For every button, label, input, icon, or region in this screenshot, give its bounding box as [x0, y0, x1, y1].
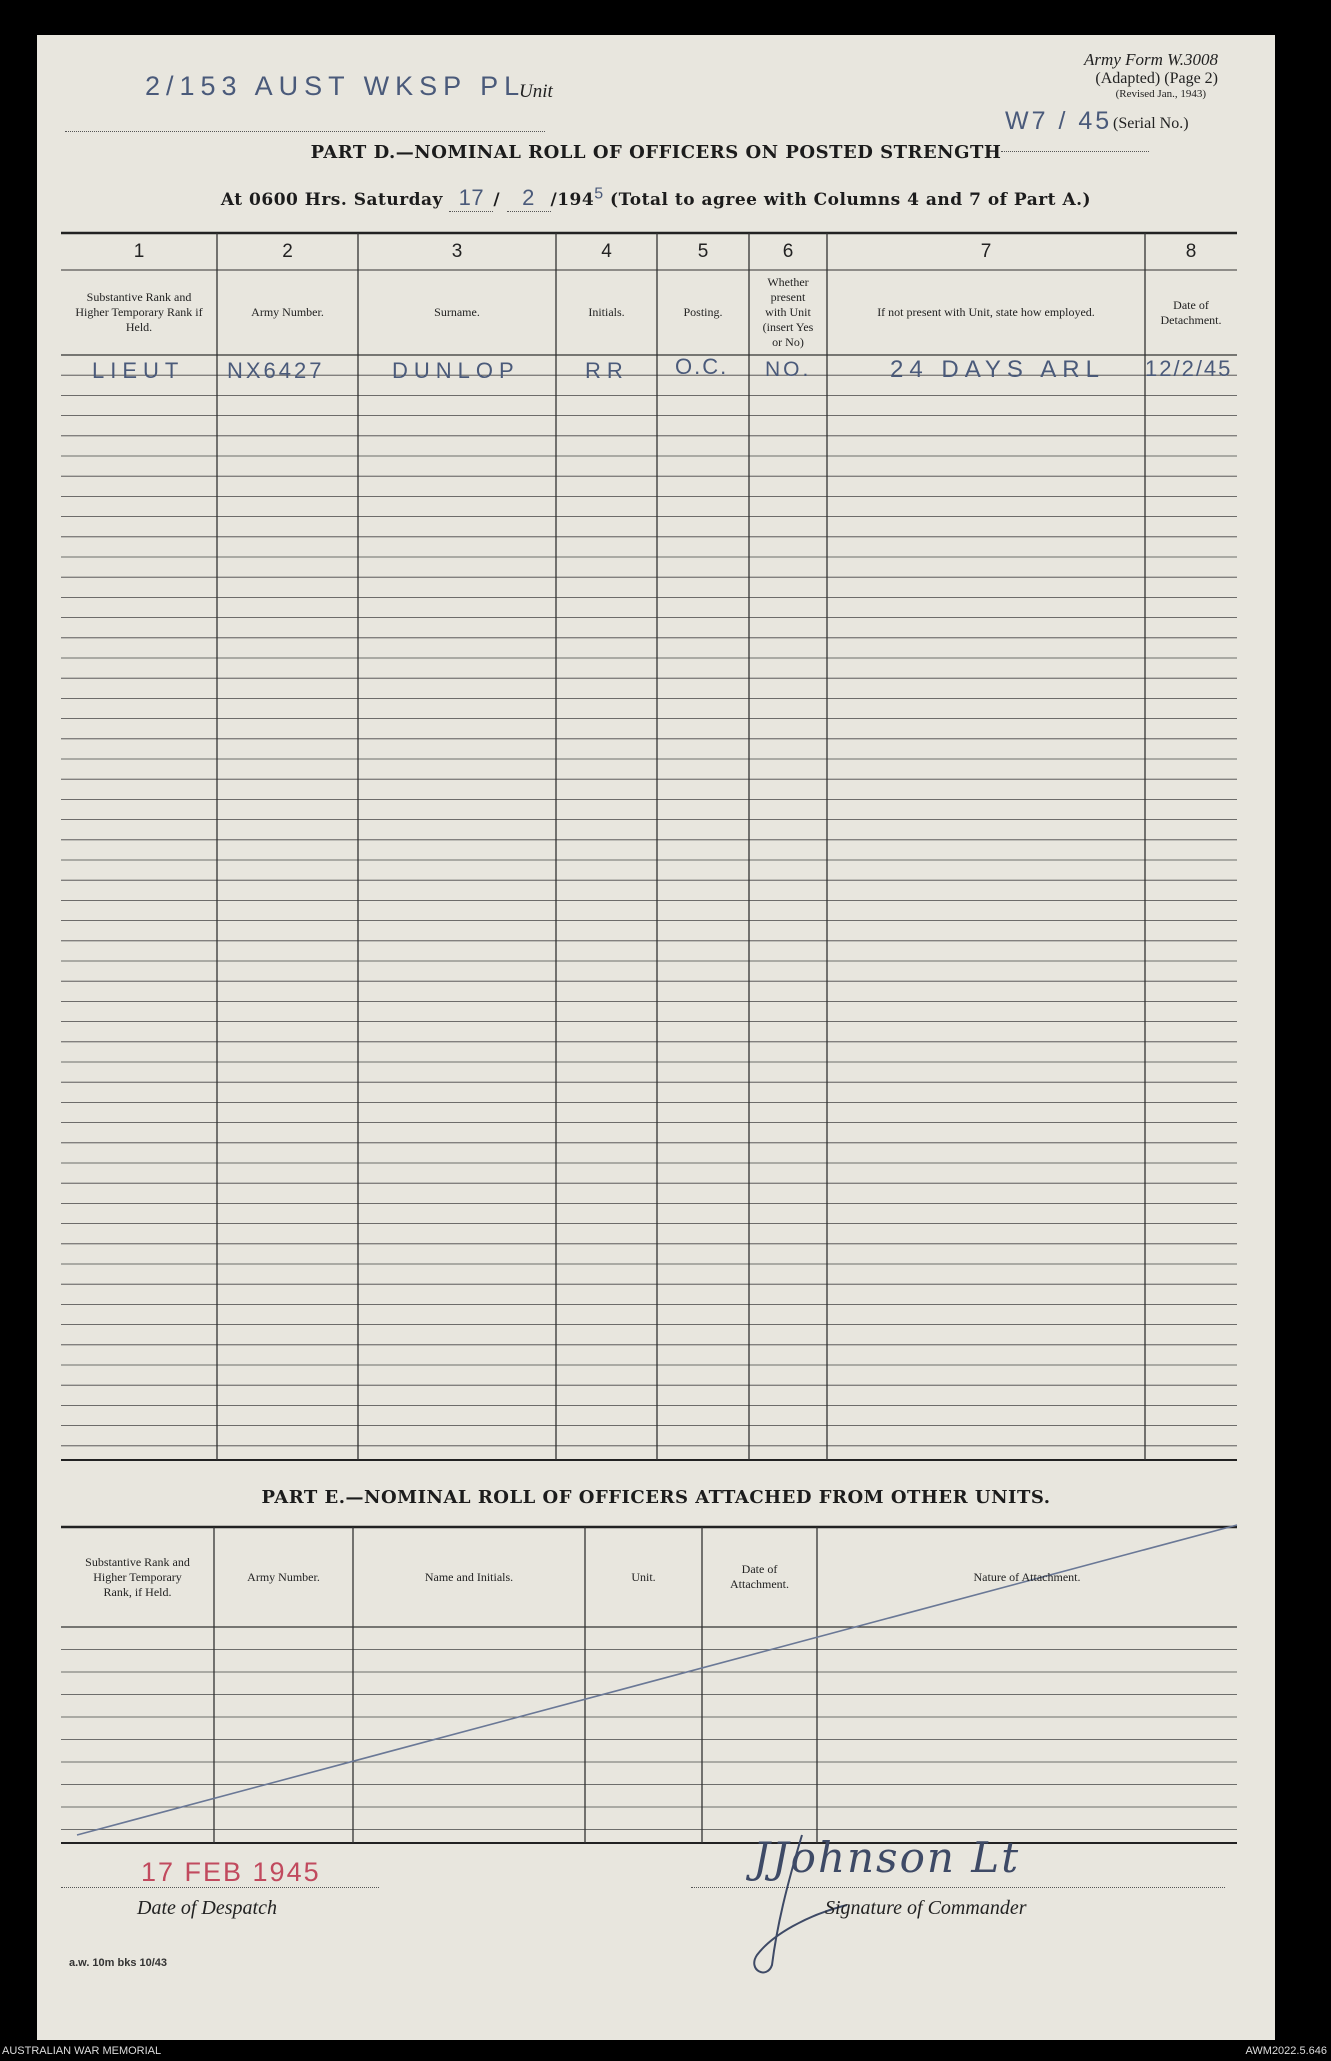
part-d-column-header: Substantive Rank and Higher Temporary Rank if Held. — [75, 290, 203, 334]
entry-detached: 12/2/45 — [1145, 356, 1233, 381]
part-d-column-number: 4 — [601, 241, 612, 262]
part-d-column-header: Date of Detachment. — [1160, 297, 1222, 327]
entry-initials: RR — [585, 358, 629, 383]
part-e-column-header: Date of Attachment. — [730, 1562, 789, 1591]
part-d-column-number: 3 — [451, 241, 463, 262]
entry-employed: 24 DAYS ARL — [890, 356, 1105, 383]
date-year-suffix: 5 — [594, 185, 604, 203]
entry-rank: LIEUT — [92, 358, 185, 383]
unit-value: 2/153 AUST WKSP PL — [145, 71, 526, 101]
signature-flourish — [697, 1795, 897, 1995]
part-d-column-number: 8 — [1185, 241, 1197, 262]
part-d-title: PART D.—NOMINAL ROLL OF OFFICERS ON POSTED STRENGTH — [310, 142, 1002, 163]
entry-posting: O.C. — [675, 354, 729, 379]
unit-label: Unit — [519, 81, 553, 102]
part-e-column-header: Unit. — [631, 1569, 656, 1584]
date-prefix: At 0600 Hrs. Saturday — [220, 190, 443, 210]
part-d-column-header: Whether present with Unit (insert Yes or No) — [762, 275, 814, 349]
commander-signature: JJohnson Lt — [753, 1833, 1021, 1882]
part-d-column-header: If not present with Unit, state how employed. — [877, 305, 1095, 319]
part-d-column-number: 5 — [697, 241, 709, 262]
form-page — [37, 35, 1275, 2040]
despatch-label: Date of Despatch — [137, 1897, 277, 1919]
part-e-title: PART E.—NOMINAL ROLL OF OFFICERS ATTACHED FROM OTHER UNITS. — [261, 1487, 1051, 1508]
part-e-column-header: Army Number. — [247, 1569, 320, 1584]
date-suffix: (Total to agree with Columns 4 and 7 of Part A.) — [610, 190, 1092, 210]
form-revised: (Revised Jan., 1943) — [1115, 87, 1206, 100]
entry-army-number: NX6427 — [227, 358, 325, 383]
archive-caption-left: AUSTRALIAN WAR MEMORIAL — [2, 2045, 162, 2057]
part-d-column-number: 1 — [133, 241, 145, 262]
date-day: 17 — [449, 185, 493, 212]
serial-label: (Serial No.) — [1113, 115, 1189, 132]
entry-surname: DUNLOP — [392, 358, 520, 383]
part-e-column-header: Name and Initials. — [424, 1569, 514, 1584]
part-d-column-number: 7 — [980, 241, 992, 262]
part-d-column-header: Surname. — [434, 305, 480, 319]
part-d-column-number: 6 — [782, 241, 794, 262]
entry-present: NO. — [765, 358, 812, 381]
part-d-column-number: 2 — [282, 241, 293, 262]
part-e-column-header: Nature of Attachment. — [973, 1569, 1081, 1584]
despatch-line — [61, 1855, 379, 1888]
date-month: 2 — [507, 185, 551, 212]
part-d-date-line: At 0600 Hrs. Saturday 17 / 2 /1945 (Total to agree with Columns 4 and 7 of Part A.) — [220, 185, 1092, 210]
despatch-stamp: 17 FEB 1945 — [141, 1857, 321, 1887]
date-year-prefix: 194 — [557, 190, 595, 210]
signature-label: Signature of Commander — [825, 1897, 1027, 1919]
part-d-column-header: Army Number. — [251, 305, 324, 319]
printer-code: a.w. 10m bks 10/43 — [69, 1957, 168, 1969]
part-d-column-header: Posting. — [683, 305, 723, 319]
serial-value: W7 / 45 — [1005, 107, 1113, 135]
part-e-column-header: Substantive Rank and Higher Temporary Rank, if Held. — [85, 1554, 190, 1599]
part-d-column-header: Initials. — [588, 305, 625, 319]
form-adapted: (Adapted) (Page 2) — [1095, 69, 1218, 87]
archive-caption-right: AWM2022.5.646 — [1245, 2045, 1327, 2057]
form-id: Army Form W.3008 — [1084, 50, 1218, 69]
